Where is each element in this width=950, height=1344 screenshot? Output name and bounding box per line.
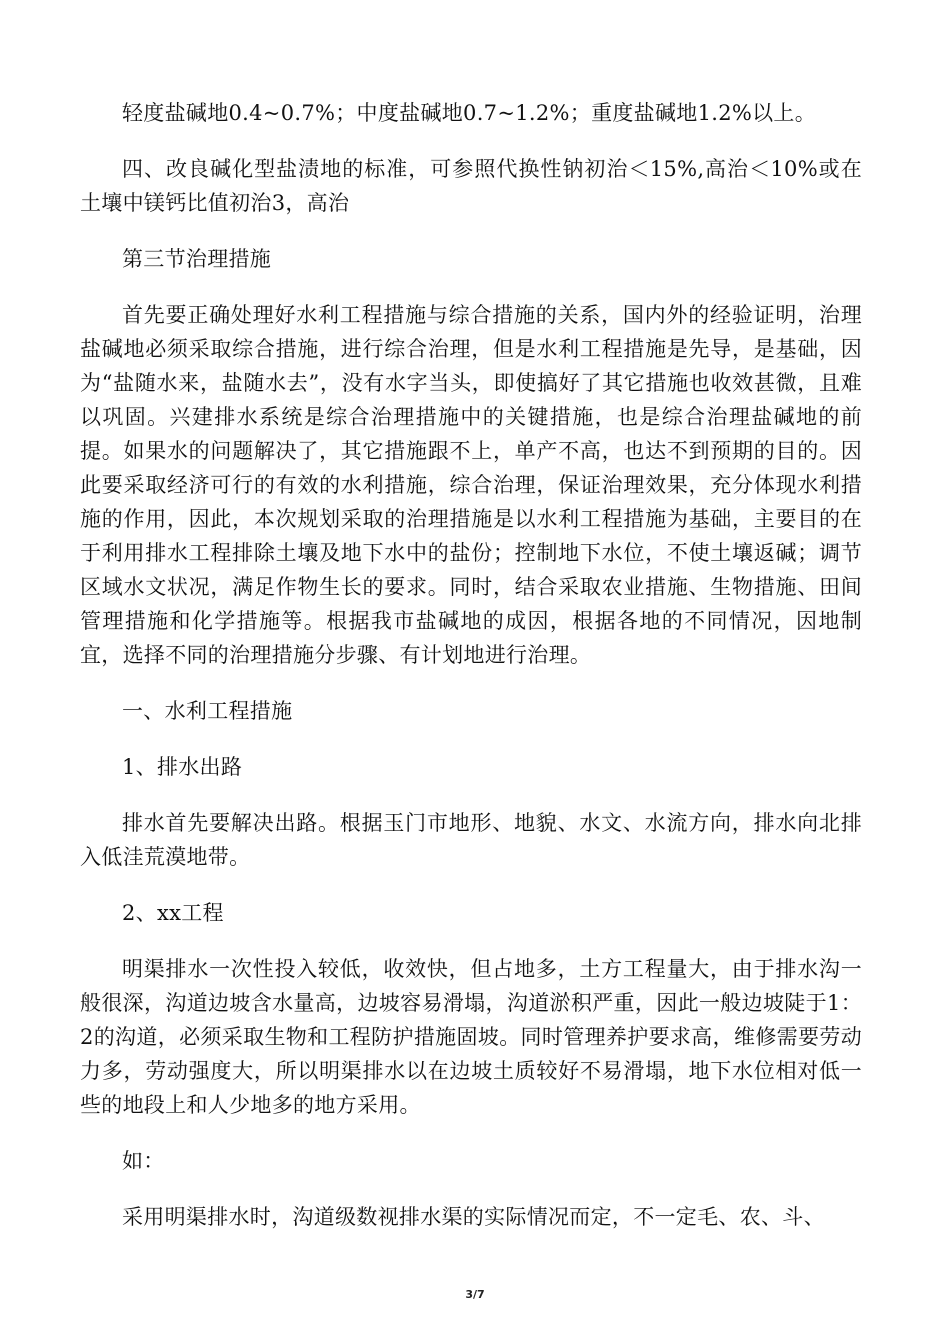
section-heading-treatment-measures: 第三节治理措施 bbox=[122, 247, 272, 271]
paragraph-comprehensive-measures: 首先要正确处理好水利工程措施与综合措施的关系，国内外的经验证明，治理盐碱地必须采取综合措施，进行综合治理，但是水利工程措施是先导，是基础，因为“盐随水来，盐随水去”，没有水字当头，即使搞好了其它措施也收效甚微，且难以巩固。兴建排水系统是综合治理措施中的关键措施，也是综合治理盐碱地的前提。如果水的问题解决了，其它措施跟不上，单产不高，也达不到预期的目的。因此要采取经济可行的有效的水利措施，综合治理，保证治理效果，充分体现水利措施的作用，因此，本次规划采取的治理措施是以水利工程措施为基础，主要目的在于利用排水工程排除土壤及地下水中的盐份；控制地下水位，不使土壤返碱；调节区域水文状况，满足作物生长的要求。同时，结合采取农业措施、生物措施、田间管理措施和化学措施等。根据我市盐碱地的成因，根据各地的不同情况，因地制宜，选择不同的治理措施分步骤、有计划地进行治理。 bbox=[80, 303, 862, 667]
paragraph-salinity-levels: 轻度盐碱地0.4~0.7%；中度盐碱地0.7~1.2%；重度盐碱地1.2%以上。 bbox=[122, 101, 817, 125]
paragraph-for-example: 如： bbox=[122, 1149, 165, 1173]
page-number: 3/7 bbox=[465, 1288, 485, 1301]
paragraph-channel-levels: 采用明渠排水时，沟道级数视排水渠的实际情况而定，不一定毛、农、斗、 bbox=[122, 1205, 825, 1229]
paragraph-drainage-outlet: 排水首先要解决出路。根据玉门市地形、地貌、水文、水流方向，排水向北排入低洼荒漠地带。 bbox=[80, 811, 862, 869]
document-body bbox=[80, 96, 862, 1256]
heading-water-conservancy-measures: 一、水利工程措施 bbox=[122, 699, 293, 723]
paragraph-open-channel-drainage: 明渠排水一次性投入较低，收效快，但占地多，土方工程量大，由于排水沟一般很深，沟道边坡含水量高，边坡容易滑塌，沟道淤积严重，因此一般边坡陡于1：2的沟道，必须采取生物和工程防护措施固坡。同时管理养护要求高，维修需要劳动力多，劳动强度大，所以明渠排水以在边坡土质较好不易滑塌，地下水位相对低一些的地段上和人少地多的地方采用。 bbox=[80, 957, 862, 1117]
heading-drainage-outlet: 1、排水出路 bbox=[122, 755, 243, 779]
heading-xx-project: 2、xx工程 bbox=[122, 901, 224, 925]
paragraph-alkaline-standard: 四、改良碱化型盐渍地的标准，可参照代换性钠初治＜15%,高治＜10%或在土壤中镁钙比值初治3，高治 bbox=[80, 157, 862, 215]
